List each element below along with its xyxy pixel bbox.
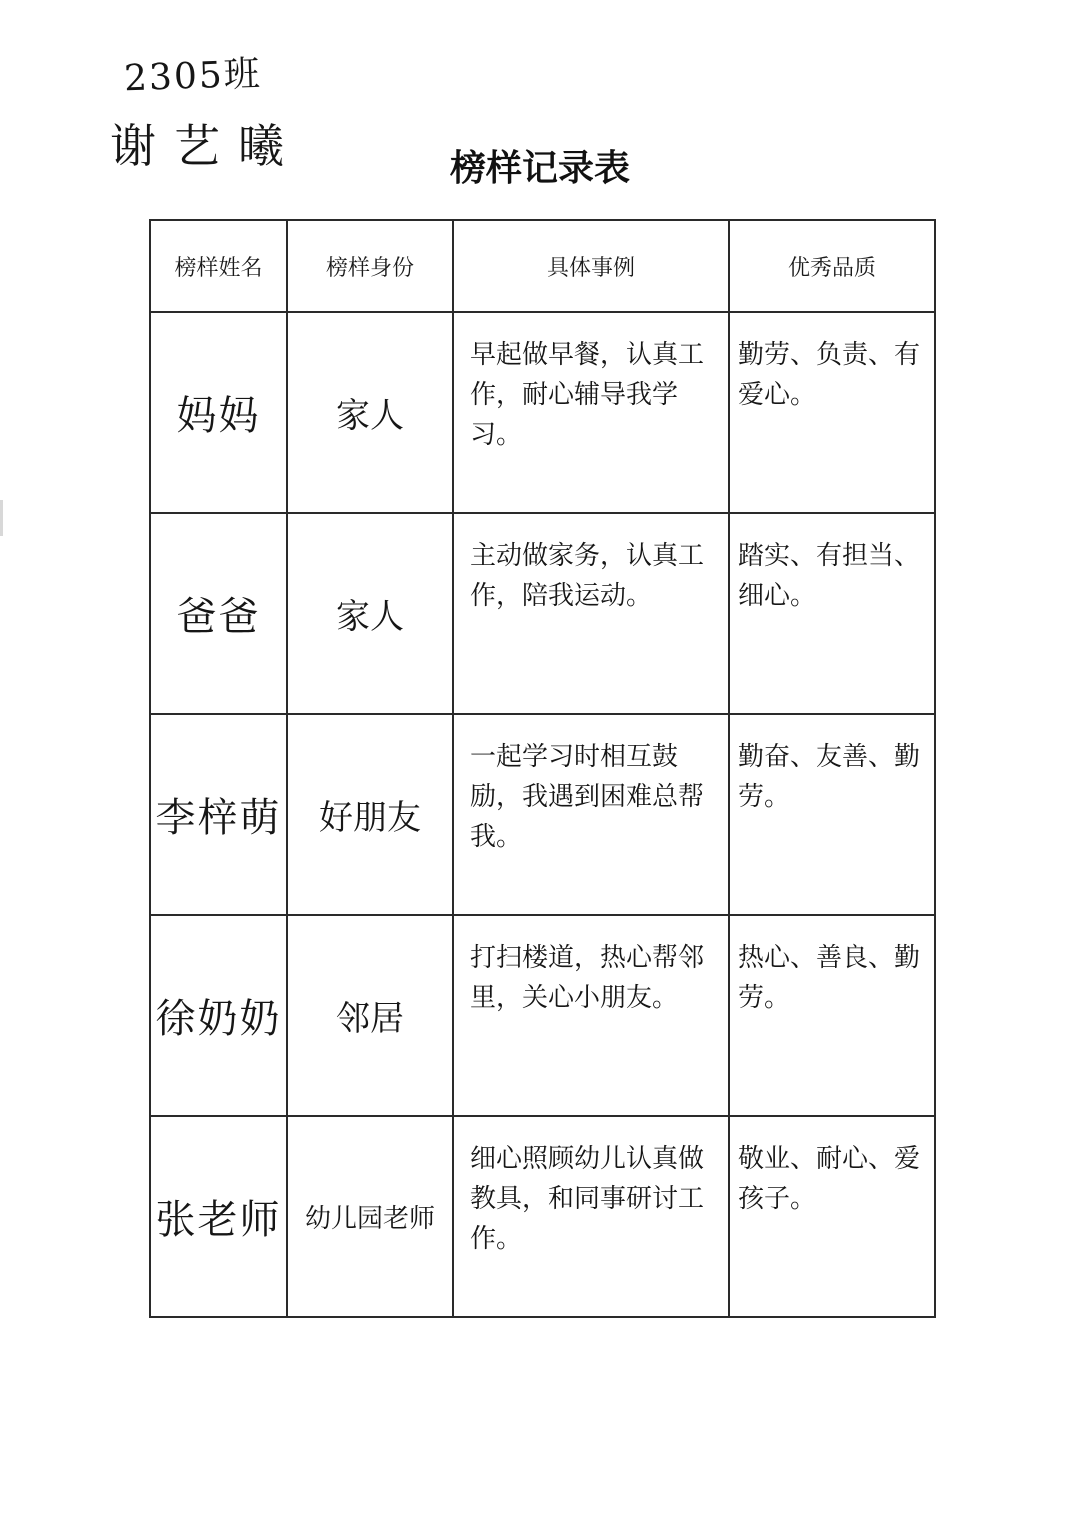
role-model-identity: 家人 xyxy=(287,513,453,714)
deeds-text: 细心照顾幼儿认真做教具，和同事研讨工作。 xyxy=(470,1144,705,1254)
column-header-qualities: 优秀品质 xyxy=(729,220,935,312)
class-label: 2305班 xyxy=(123,53,263,100)
deeds-cell xyxy=(453,915,729,1116)
role-model-identity: 好朋友 xyxy=(287,714,453,915)
qualities-text: 敬业、耐心、爱孩子。 xyxy=(738,1144,921,1214)
column-header-name: 榜样姓名 xyxy=(150,220,287,312)
deeds-text: 一起学习时相互鼓励，我遇到困难总帮我。 xyxy=(470,742,705,852)
table-row xyxy=(150,1116,935,1317)
deeds-text: 早起做早餐，认真工作，耐心辅导我学习。 xyxy=(470,340,705,450)
student-name: 谢艺曦 xyxy=(110,119,302,173)
role-model-identity: 邻居 xyxy=(287,915,453,1116)
qualities-text: 踏实、有担当、细心。 xyxy=(738,541,921,611)
role-model-name: 张老师 xyxy=(150,1116,287,1317)
role-model-table xyxy=(149,219,936,1318)
deeds-text: 主动做家务，认真工作，陪我运动。 xyxy=(470,541,705,611)
qualities-cell xyxy=(729,1116,935,1317)
qualities-text: 勤劳、负责、有爱心。 xyxy=(738,340,921,410)
table-row xyxy=(150,915,935,1116)
deeds-cell xyxy=(453,513,729,714)
deeds-cell xyxy=(453,312,729,513)
deeds-text: 打扫楼道，热心帮邻里，关心小朋友。 xyxy=(470,943,705,1013)
role-model-identity: 家人 xyxy=(287,312,453,513)
qualities-cell xyxy=(729,714,935,915)
column-header-role: 榜样身份 xyxy=(287,220,453,312)
deeds-cell xyxy=(453,714,729,915)
scan-edge-mark xyxy=(0,500,3,536)
role-model-name: 妈妈 xyxy=(150,312,287,513)
table-row xyxy=(150,312,935,513)
qualities-cell xyxy=(729,513,935,714)
role-model-name: 李梓萌 xyxy=(150,714,287,915)
role-model-name: 爸爸 xyxy=(150,513,287,714)
deeds-cell xyxy=(453,1116,729,1317)
column-header-deeds: 具体事例 xyxy=(453,220,729,312)
qualities-text: 热心、善良、勤劳。 xyxy=(738,943,921,1013)
qualities-cell xyxy=(729,915,935,1116)
role-model-identity: 幼儿园老师 xyxy=(287,1116,453,1317)
table-row xyxy=(150,714,935,915)
table-header-row xyxy=(150,220,935,312)
qualities-cell xyxy=(729,312,935,513)
role-model-name: 徐奶奶 xyxy=(150,915,287,1116)
table-row xyxy=(150,513,935,714)
qualities-text: 勤奋、友善、勤劳。 xyxy=(738,742,921,812)
page-title: 榜样记录表 xyxy=(449,148,630,189)
